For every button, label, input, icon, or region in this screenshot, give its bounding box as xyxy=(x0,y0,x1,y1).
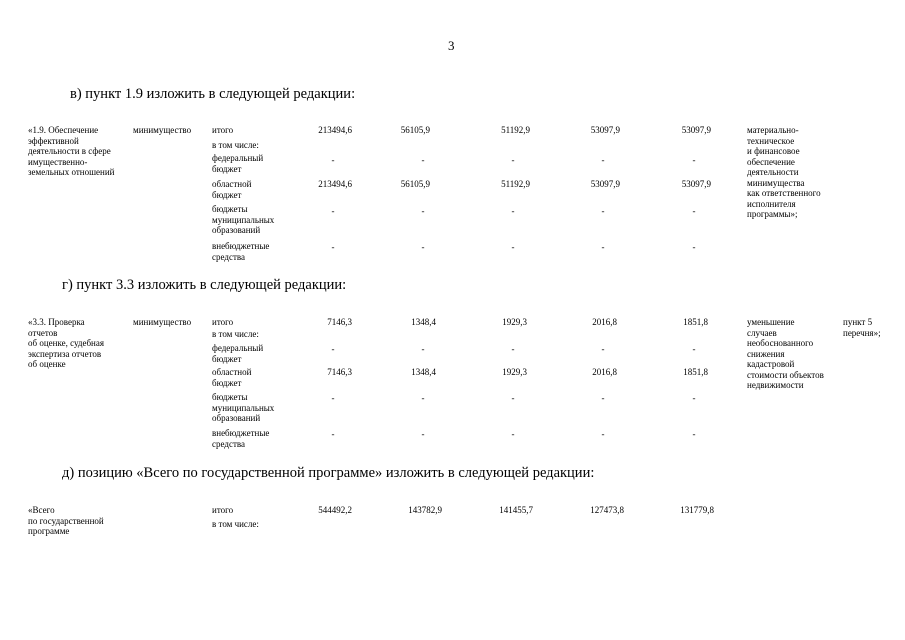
row-label-including: в том числе: xyxy=(212,519,259,529)
table-cell: 143782,9 xyxy=(408,505,442,515)
row-label-extrabudgetary: внебюджетные средства xyxy=(212,428,270,449)
item-name: «3.3. Проверка отчетов об оценке, судебная экспертиза отчетов об оценке xyxy=(28,317,105,369)
table-cell: - xyxy=(421,344,425,354)
table-cell: - xyxy=(692,429,696,439)
table-cell: - xyxy=(601,206,605,216)
table-cell: 7146,3 xyxy=(327,367,352,377)
table-cell: 2016,8 xyxy=(592,317,617,327)
row-label-total: итого xyxy=(212,317,234,327)
table-cell: - xyxy=(421,206,425,216)
table-cell: 1348,4 xyxy=(411,367,436,377)
reference-note: пункт 5 перечня»; xyxy=(843,317,881,338)
table-cell: - xyxy=(601,429,605,439)
row-label-regional: областной бюджет xyxy=(212,367,252,388)
row-label-total: итого xyxy=(212,505,234,515)
table-cell: - xyxy=(331,242,335,252)
executor: минимущество xyxy=(133,125,192,135)
page-number: 3 xyxy=(448,38,455,53)
row-label-extrabudgetary: внебюджетные средства xyxy=(212,241,270,262)
table-cell: 141455,7 xyxy=(499,505,533,515)
table-cell: - xyxy=(511,206,515,216)
table-cell: 213494,6 xyxy=(318,179,352,189)
table-cell: - xyxy=(692,393,696,403)
table-cell: - xyxy=(511,344,515,354)
table-cell: - xyxy=(692,206,696,216)
section-heading-g: г) пункт 3.3 изложить в следующей редакции: xyxy=(62,277,347,293)
table-cell: 56105,9 xyxy=(400,179,430,189)
table-cell: - xyxy=(331,429,335,439)
table-cell: 1929,3 xyxy=(502,367,527,377)
table-cell: - xyxy=(421,429,425,439)
row-label-federal: федеральный бюджет xyxy=(212,153,264,174)
item-name: «Всего по государственной программе xyxy=(28,505,104,536)
table-cell: - xyxy=(692,344,696,354)
row-label-including: в том числе: xyxy=(212,329,259,339)
table-cell: - xyxy=(601,155,605,165)
table-cell: - xyxy=(511,155,515,165)
table-cell: - xyxy=(421,242,425,252)
table-cell: - xyxy=(331,155,335,165)
table-cell: - xyxy=(601,393,605,403)
section-heading-d: д) позицию «Всего по государственной программе» изложить в следующей редакции: xyxy=(62,465,595,481)
table-cell: - xyxy=(601,242,605,252)
table-cell: 51192,9 xyxy=(501,125,530,135)
row-label-total: итого xyxy=(212,125,234,135)
table-cell: - xyxy=(331,344,335,354)
table-cell: 53097,9 xyxy=(681,179,711,189)
table-cell: 213494,6 xyxy=(318,125,352,135)
table-cell: - xyxy=(511,242,515,252)
table-cell: 53097,9 xyxy=(681,125,711,135)
table-cell: - xyxy=(692,155,696,165)
table-cell: - xyxy=(421,393,425,403)
table-cell: 127473,8 xyxy=(590,505,624,515)
table-cell: - xyxy=(511,429,515,439)
table-cell: 1929,3 xyxy=(502,317,527,327)
row-label-including: в том числе: xyxy=(212,140,259,150)
row-label-municipal: бюджеты муниципальных образований xyxy=(212,204,275,235)
table-cell: 1851,8 xyxy=(683,317,708,327)
table-cell: - xyxy=(421,155,425,165)
table-cell: 1851,8 xyxy=(683,367,708,377)
table-cell: 51192,9 xyxy=(501,179,530,189)
expected-result: материально- техническое и финансовое обеспечение деятельности минимущества как ответственного исполнителя программы»; xyxy=(747,125,821,219)
table-cell: 56105,9 xyxy=(400,125,430,135)
table-cell: 544492,2 xyxy=(318,505,352,515)
table-cell: 1348,4 xyxy=(411,317,436,327)
table-cell: 53097,9 xyxy=(590,125,620,135)
executor: минимущество xyxy=(133,317,192,327)
row-label-regional: областной бюджет xyxy=(212,179,252,200)
table-cell: 7146,3 xyxy=(327,317,352,327)
row-label-municipal: бюджеты муниципальных образований xyxy=(212,392,275,423)
section-heading-v: в) пункт 1.9 изложить в следующей редакции: xyxy=(70,86,356,102)
table-cell: 2016,8 xyxy=(592,367,617,377)
table-cell: 53097,9 xyxy=(590,179,620,189)
item-name: «1.9. Обеспечение эффективной деятельности в сфере имущественно- земельных отношений xyxy=(28,125,115,177)
table-cell: - xyxy=(601,344,605,354)
table-cell: - xyxy=(331,393,335,403)
table-cell: - xyxy=(331,206,335,216)
row-label-federal: федеральный бюджет xyxy=(212,343,264,364)
table-cell: - xyxy=(511,393,515,403)
table-cell: 131779,8 xyxy=(680,505,714,515)
table-cell: - xyxy=(692,242,696,252)
expected-result: уменьшение случаев необоснованного снижения кадастровой стоимости объектов недвижимости xyxy=(747,317,824,390)
